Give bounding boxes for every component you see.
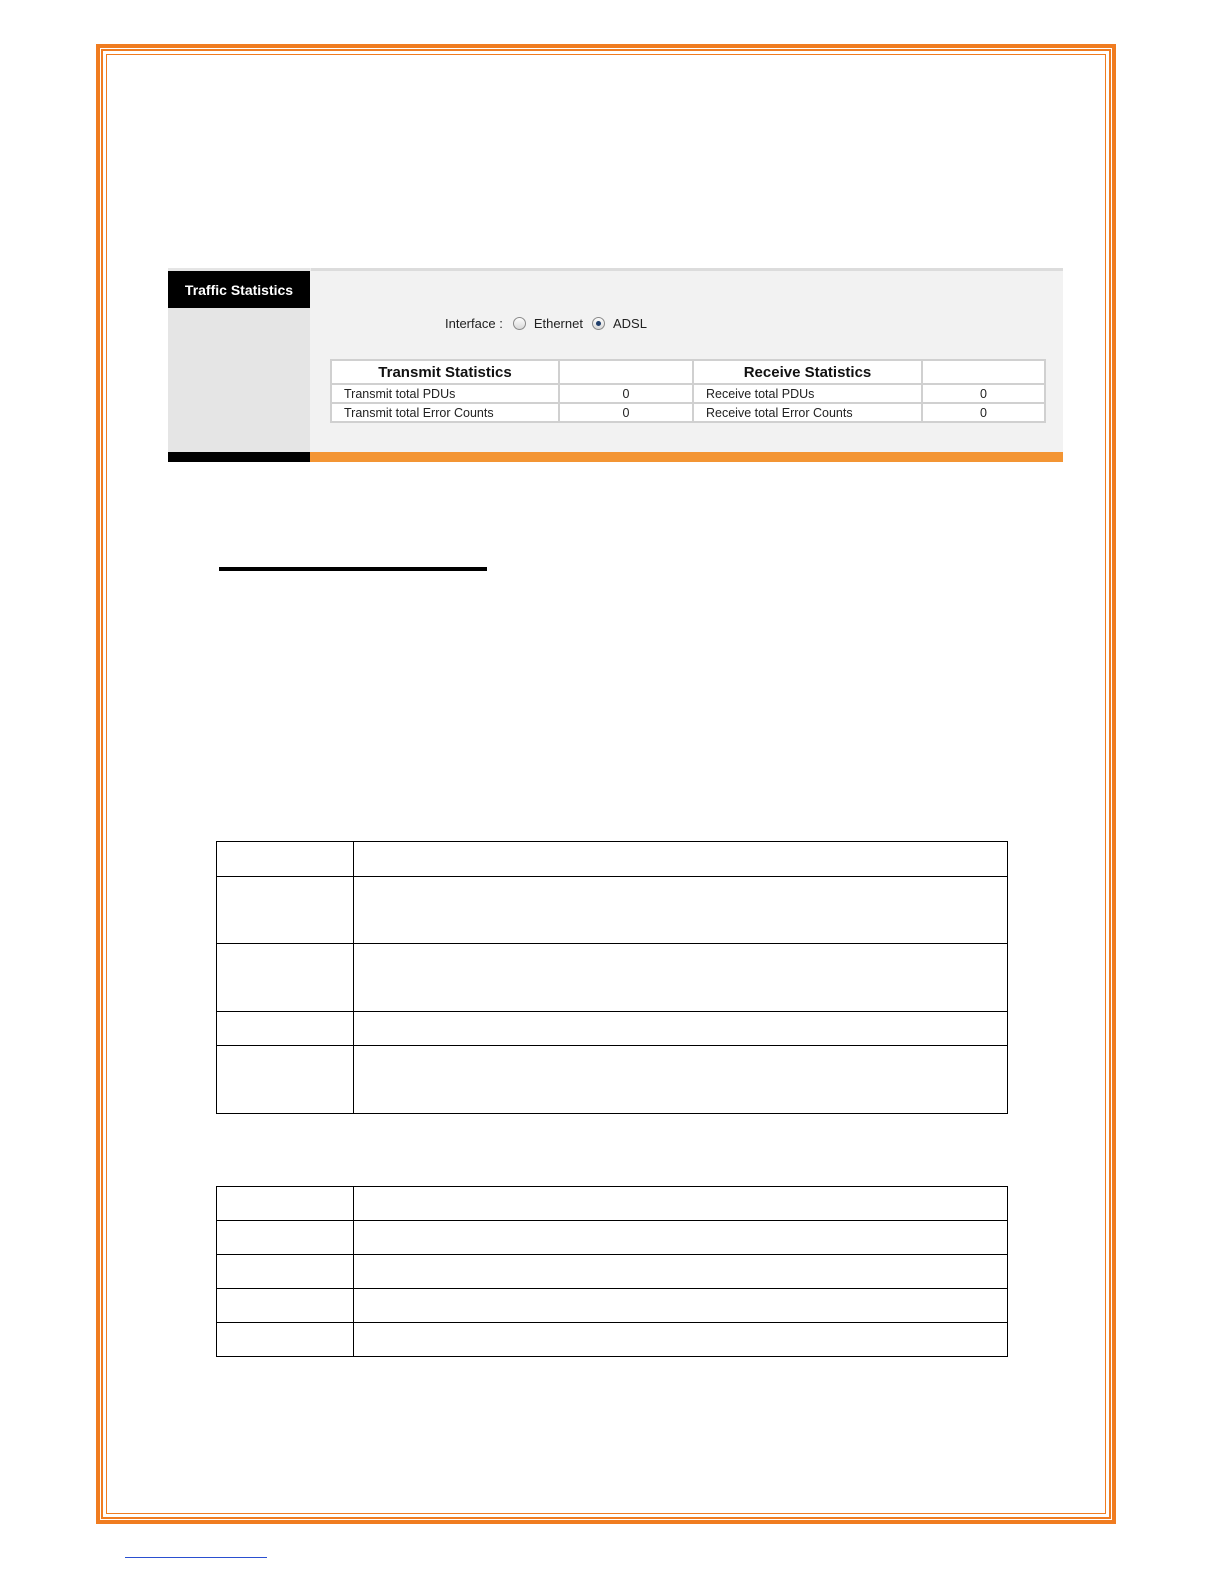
ui-content-area (310, 271, 1063, 452)
transmit-statistics-header: Transmit Statistics (331, 360, 559, 384)
table-cell (354, 877, 1008, 944)
tx-label: Transmit total PDUs (331, 384, 559, 403)
ui-bottom-bar-black (168, 452, 310, 462)
adsl-radio-label[interactable]: ADSL (612, 315, 647, 331)
traffic-statistics-screenshot (168, 268, 1063, 462)
transmit-value-header (559, 360, 693, 384)
table-row (217, 1323, 1008, 1357)
rx-value: 0 (922, 384, 1045, 403)
table-row (217, 842, 1008, 877)
tx-value: 0 (559, 403, 693, 422)
table-row (217, 1289, 1008, 1323)
table-row (217, 1012, 1008, 1046)
table-row (217, 1187, 1008, 1221)
table-cell (354, 1187, 1008, 1221)
table-cell (217, 944, 354, 1012)
description-table-1 (216, 841, 1008, 1114)
ethernet-radio-label[interactable]: Ethernet (533, 315, 583, 331)
section-heading-underline (219, 567, 487, 571)
table-cell (217, 1255, 354, 1289)
table-row (217, 877, 1008, 944)
table-cell (354, 944, 1008, 1012)
traffic-statistics-table (330, 359, 1046, 423)
table-cell (217, 1187, 354, 1221)
rx-value: 0 (922, 403, 1045, 422)
adsl-radio[interactable] (592, 317, 605, 330)
table-cell (354, 1289, 1008, 1323)
rx-label: Receive total PDUs (693, 384, 922, 403)
table-cell (217, 1289, 354, 1323)
interface-label: Interface : (445, 315, 503, 331)
table-row (331, 403, 1045, 422)
table-cell (217, 1012, 354, 1046)
ui-bottom-bar-orange (310, 452, 1063, 462)
table-row (217, 1046, 1008, 1114)
table-cell (217, 1221, 354, 1255)
table-row (217, 1255, 1008, 1289)
receive-value-header (922, 360, 1045, 384)
table-cell (354, 1323, 1008, 1357)
table-cell (354, 1221, 1008, 1255)
receive-statistics-header: Receive Statistics (693, 360, 922, 384)
table-cell (217, 842, 354, 877)
footer-link-underline (125, 1557, 267, 1558)
table-row (217, 944, 1008, 1012)
table-cell (217, 877, 354, 944)
table-cell (354, 1046, 1008, 1114)
table-cell (354, 1255, 1008, 1289)
table-cell (354, 1012, 1008, 1046)
nav-title-traffic-statistics[interactable]: Traffic Statistics (168, 271, 310, 308)
table-row (331, 384, 1045, 403)
table-cell (354, 842, 1008, 877)
rx-label: Receive total Error Counts (693, 403, 922, 422)
ethernet-radio[interactable] (513, 317, 526, 330)
description-table-2 (216, 1186, 1008, 1357)
table-cell (217, 1323, 354, 1357)
table-row (217, 1221, 1008, 1255)
interface-selector (445, 313, 656, 333)
table-cell (217, 1046, 354, 1114)
table-header-row (331, 360, 1045, 384)
tx-label: Transmit total Error Counts (331, 403, 559, 422)
tx-value: 0 (559, 384, 693, 403)
